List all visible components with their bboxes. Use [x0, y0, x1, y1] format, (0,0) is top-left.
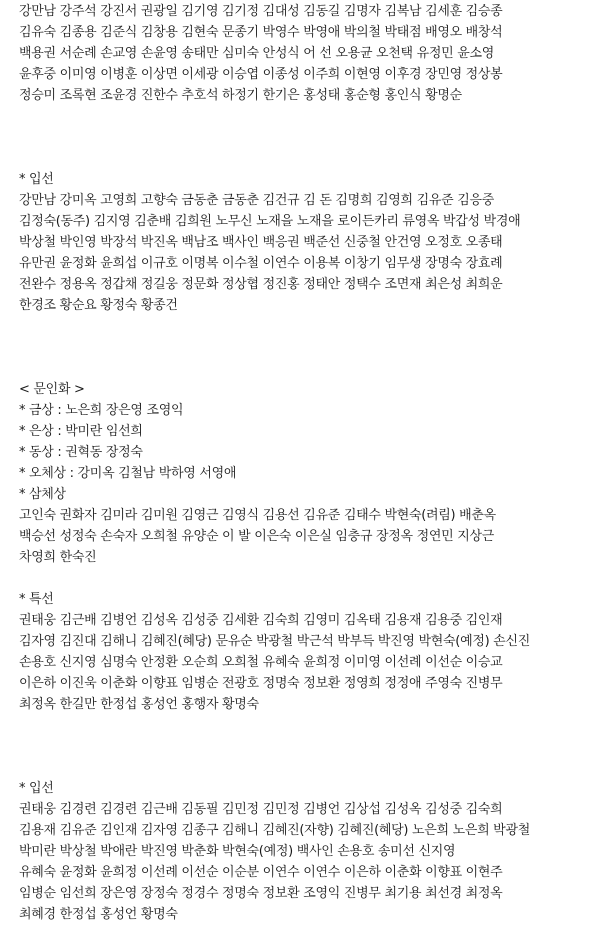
blank-spacer	[19, 568, 600, 589]
text-line: 최정옥 한길만 한정섭 홍성언 홍행자 황명숙	[19, 697, 259, 712]
text-line: 권태웅 김근배 김병언 김성옥 김성중 김세환 김숙희 김영미 김옥태 김용재 김용중 김인재	[19, 613, 503, 628]
text-line: * 입선	[19, 781, 54, 796]
text-line: 한경조 황순요 황정숙 황종건	[19, 298, 178, 313]
text-line: * 특선	[19, 592, 54, 607]
text-line: 권태웅 김경련 김경련 김근배 김동필 김민정 김민정 김병언 김상섭 김성옥 김성중 김숙희	[19, 802, 503, 817]
text-line: 김정숙(동주) 김지영 김춘배 김희원 노무신 노재을 노재을 로이든카리 류영옥 박갑성 박경애	[19, 214, 521, 229]
text-line: 손용호 신지영 심명숙 안정환 오순희 오희철 유혜숙 윤희정 이미영 이선례 이선순 이승교	[19, 655, 503, 670]
text-line: * 은상 : 박미란 임선희	[19, 424, 143, 439]
award-list	[19, 1, 600, 925]
text-line: 이은하 이진욱 이춘화 이향표 임병순 전광호 정명숙 정보환 정영희 정정애 주영숙 진병무	[19, 676, 503, 691]
text-line: 박미란 박상철 박애란 박진영 박춘화 박현숙(예정) 백사인 손용호 송미선 신지영	[19, 844, 456, 859]
text-line: 유혜숙 윤정화 윤희정 이선례 이선순 이순분 이연수 이연수 이은하 이춘화 이향표 이현주	[19, 865, 503, 880]
text-line: 박상철 박인영 박장석 박진옥 백남조 백사인 백응권 백준선 신중철 안건영 오정호 오종태	[19, 235, 503, 250]
text-line: * 금상 : 노은희 장은영 조영익	[19, 403, 184, 418]
blank-spacer	[19, 316, 600, 379]
text-line: * 오체상 : 강미옥 김철남 박하영 서영애	[19, 466, 237, 481]
text-line: 임병순 임선희 장은영 장정숙 정경수 정명숙 정보환 조영익 진병무 최기용 최선경 최정옥	[19, 886, 503, 901]
text-line: 차영희 한숙진	[19, 550, 97, 565]
text-line: 강만남 강미옥 고영희 고향숙 금동춘 금동춘 김건규 김 돈 김명희 김영희 김유준 김응중	[19, 193, 495, 208]
text-line: * 삼체상	[19, 487, 66, 502]
text-line: * 동상 : 권혁동 장정숙	[19, 445, 143, 460]
text-line: < 문인화 >	[19, 382, 85, 397]
text-line: 정승미 조록현 조윤경 진한수 추호석 하정기 한기은 홍성태 홍순형 홍인식 황명순	[19, 88, 462, 103]
text-line: 유만권 윤정화 윤희섭 이규호 이명복 이수철 이연수 이용복 이창기 임무생 장명숙 장효례	[19, 256, 503, 271]
text-line: 윤후중 이미영 이병훈 이상면 이세광 이승엽 이종성 이주희 이현영 이후경 장민영 정상봉	[19, 67, 503, 82]
text-line: * 입선	[19, 172, 54, 187]
text-line: 백용권 서순례 손교영 손윤영 송태만 심미숙 안성식 어 선 오용균 오천택 유정민 윤소영	[19, 46, 495, 61]
text-line: 백승선 성정숙 손숙자 오희철 유양순 이 발 이은숙 이은실 임충규 장정옥 정연민 지상근	[19, 529, 495, 544]
blank-spacer	[19, 106, 600, 169]
text-line: 김용재 김유준 김인재 김자영 김종구 김해니 김혜진(자향) 김혜진(혜당) 노은희 노은희 박광철	[19, 823, 530, 838]
text-line: 최혜경 한정섭 홍성언 황명숙	[19, 907, 178, 922]
text-line: 김자영 김진대 김해니 김혜진(혜당) 문유순 박광철 박근석 박부득 박진영 박현숙(예정) 손신진	[19, 634, 530, 649]
text-line: 고인숙 권화자 김미라 김미원 김영근 김영식 김용선 김유준 김태수 박현숙(려림) 배춘옥	[19, 508, 496, 523]
text-line: 김유숙 김종용 김준식 김창용 김현숙 문종기 박영수 박영애 박의철 박태점 배영오 배창석	[19, 25, 503, 40]
blank-spacer	[19, 715, 600, 778]
text-line: 강만남 강주석 강진서 권광일 김기영 김기정 김대성 김동길 김명자 김복남 김세훈 김승종	[19, 4, 503, 19]
text-line: 전완수 정용옥 정갑채 정길웅 정문화 정상협 정진홍 정태안 정택수 조면재 최은성 최희운	[19, 277, 503, 292]
